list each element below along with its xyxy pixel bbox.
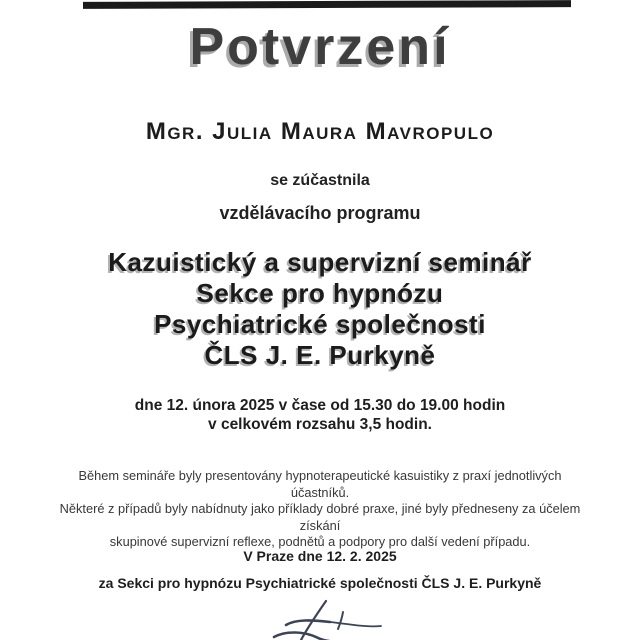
seminar-title-line-4: ČLS J. E. Purkyně <box>204 340 436 370</box>
seminar-title-line-2: Sekce pro hypnózu <box>196 278 444 308</box>
top-horizontal-rule <box>83 0 571 9</box>
seminar-title-line-1: Kazuistický a supervizní seminář <box>108 247 532 277</box>
seminar-title-line-3: Psychiatrické společnosti <box>154 309 486 339</box>
place-date-line: V Praze dne 12. 2. 2025 <box>243 548 397 564</box>
datetime-line-2: v celkovém rozsahu 3,5 hodin. <box>208 416 432 433</box>
description-line-1: Během semináře byly presentovány hypnoterapeutické kasuistiky z praxí jednotlivých účastníků. <box>78 468 562 500</box>
description-line-2: Některé z případů byly nabídnuty jako příklady dobré praxe, jiné byly předneseny za účelem získání <box>59 501 581 533</box>
handwritten-signature <box>230 595 430 640</box>
seminar-title <box>0 247 640 371</box>
participation-line: se zúčastnila <box>270 172 370 189</box>
issuer-line: za Sekci pro hypnózu Psychiatrické společnosti ČLS J. E. Purkyně <box>98 575 542 591</box>
signature-image <box>230 595 430 640</box>
program-line: vzdělávacího programu <box>219 203 421 223</box>
datetime-line-1: dne 12. února 2025 v čase od 15.30 do 19.00 hodin <box>134 397 506 414</box>
document-title: Potvrzení <box>189 18 451 76</box>
seminar-description <box>55 468 585 551</box>
recipient-name: Mgr. Julia Maura Mavropulo <box>145 118 495 145</box>
description-line-3: skupinové supervizní reflexe, podnětů a podpory pro další vedení případu. <box>109 534 531 549</box>
datetime-block <box>0 396 640 434</box>
